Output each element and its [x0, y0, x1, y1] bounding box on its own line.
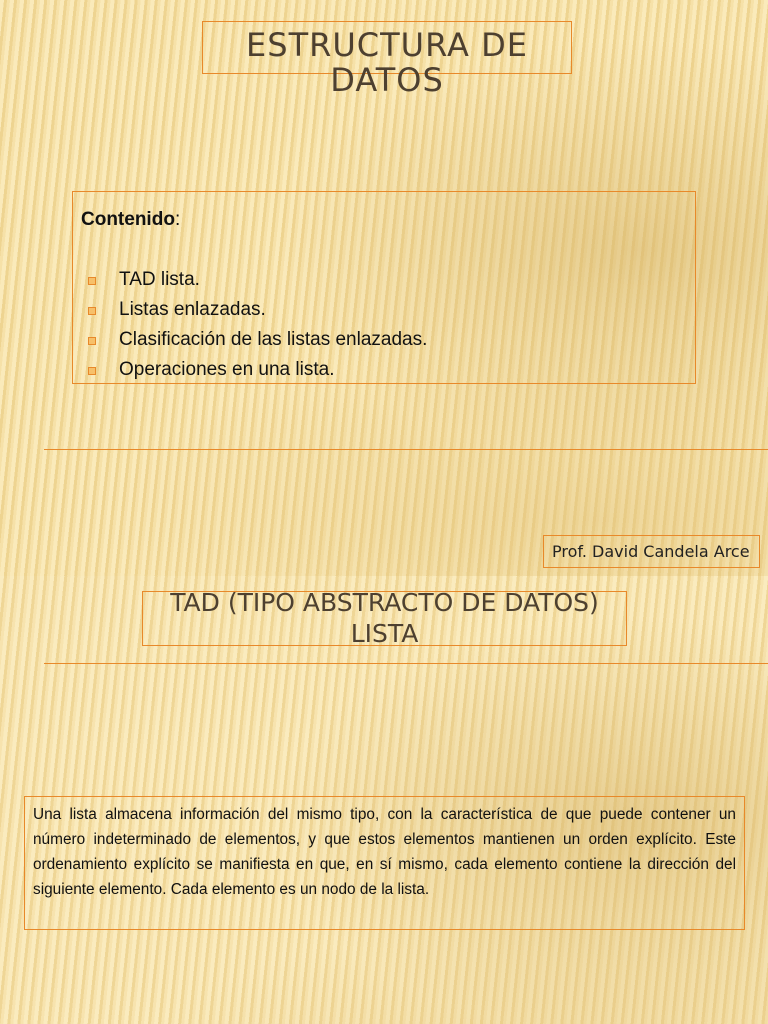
paragraph-text: Una lista almacena información del mismo tipo, con la característica de que puede contener un número indeterminado de elementos, y que estos elementos mantienen un orden explícito. Este ordenamiento explícito se manifiesta en que, en sí mismo, cada elemento contiene la dirección del siguiente elemento. Cada elemento es un nodo de la lista. [33, 806, 736, 898]
slide-title-text: TAD (TIPO ABSTRACTO DE DATOS) LISTA [170, 588, 599, 648]
paragraph-box [24, 796, 745, 930]
slide-2 [0, 576, 768, 1024]
list-item-text: Operaciones en una lista. [119, 359, 335, 380]
slide-title [142, 588, 627, 648]
list-item [85, 265, 427, 295]
bullet-icon [88, 307, 96, 315]
slide-title-text: ESTRUCTURA DE DATOS [246, 26, 528, 99]
list-item [85, 325, 427, 355]
slide-title [202, 21, 572, 99]
list-item-text: TAD lista. [119, 269, 200, 290]
content-heading-colon: : [174, 209, 181, 230]
list-item [85, 355, 427, 385]
list-item [85, 295, 427, 325]
author-name: Prof. David Candela Arce [552, 542, 750, 561]
content-heading [81, 209, 180, 231]
divider-line [44, 449, 768, 450]
bullet-icon [88, 337, 96, 345]
content-box [72, 191, 696, 384]
divider-line [44, 663, 768, 664]
list-item-text: Clasificación de las listas enlazadas. [119, 329, 428, 350]
content-heading-label: Contenido [81, 209, 175, 230]
bullet-icon [88, 367, 96, 375]
content-list [85, 265, 427, 385]
list-item-text: Listas enlazadas. [119, 299, 266, 320]
author-box [543, 535, 760, 568]
bullet-icon [88, 277, 96, 285]
